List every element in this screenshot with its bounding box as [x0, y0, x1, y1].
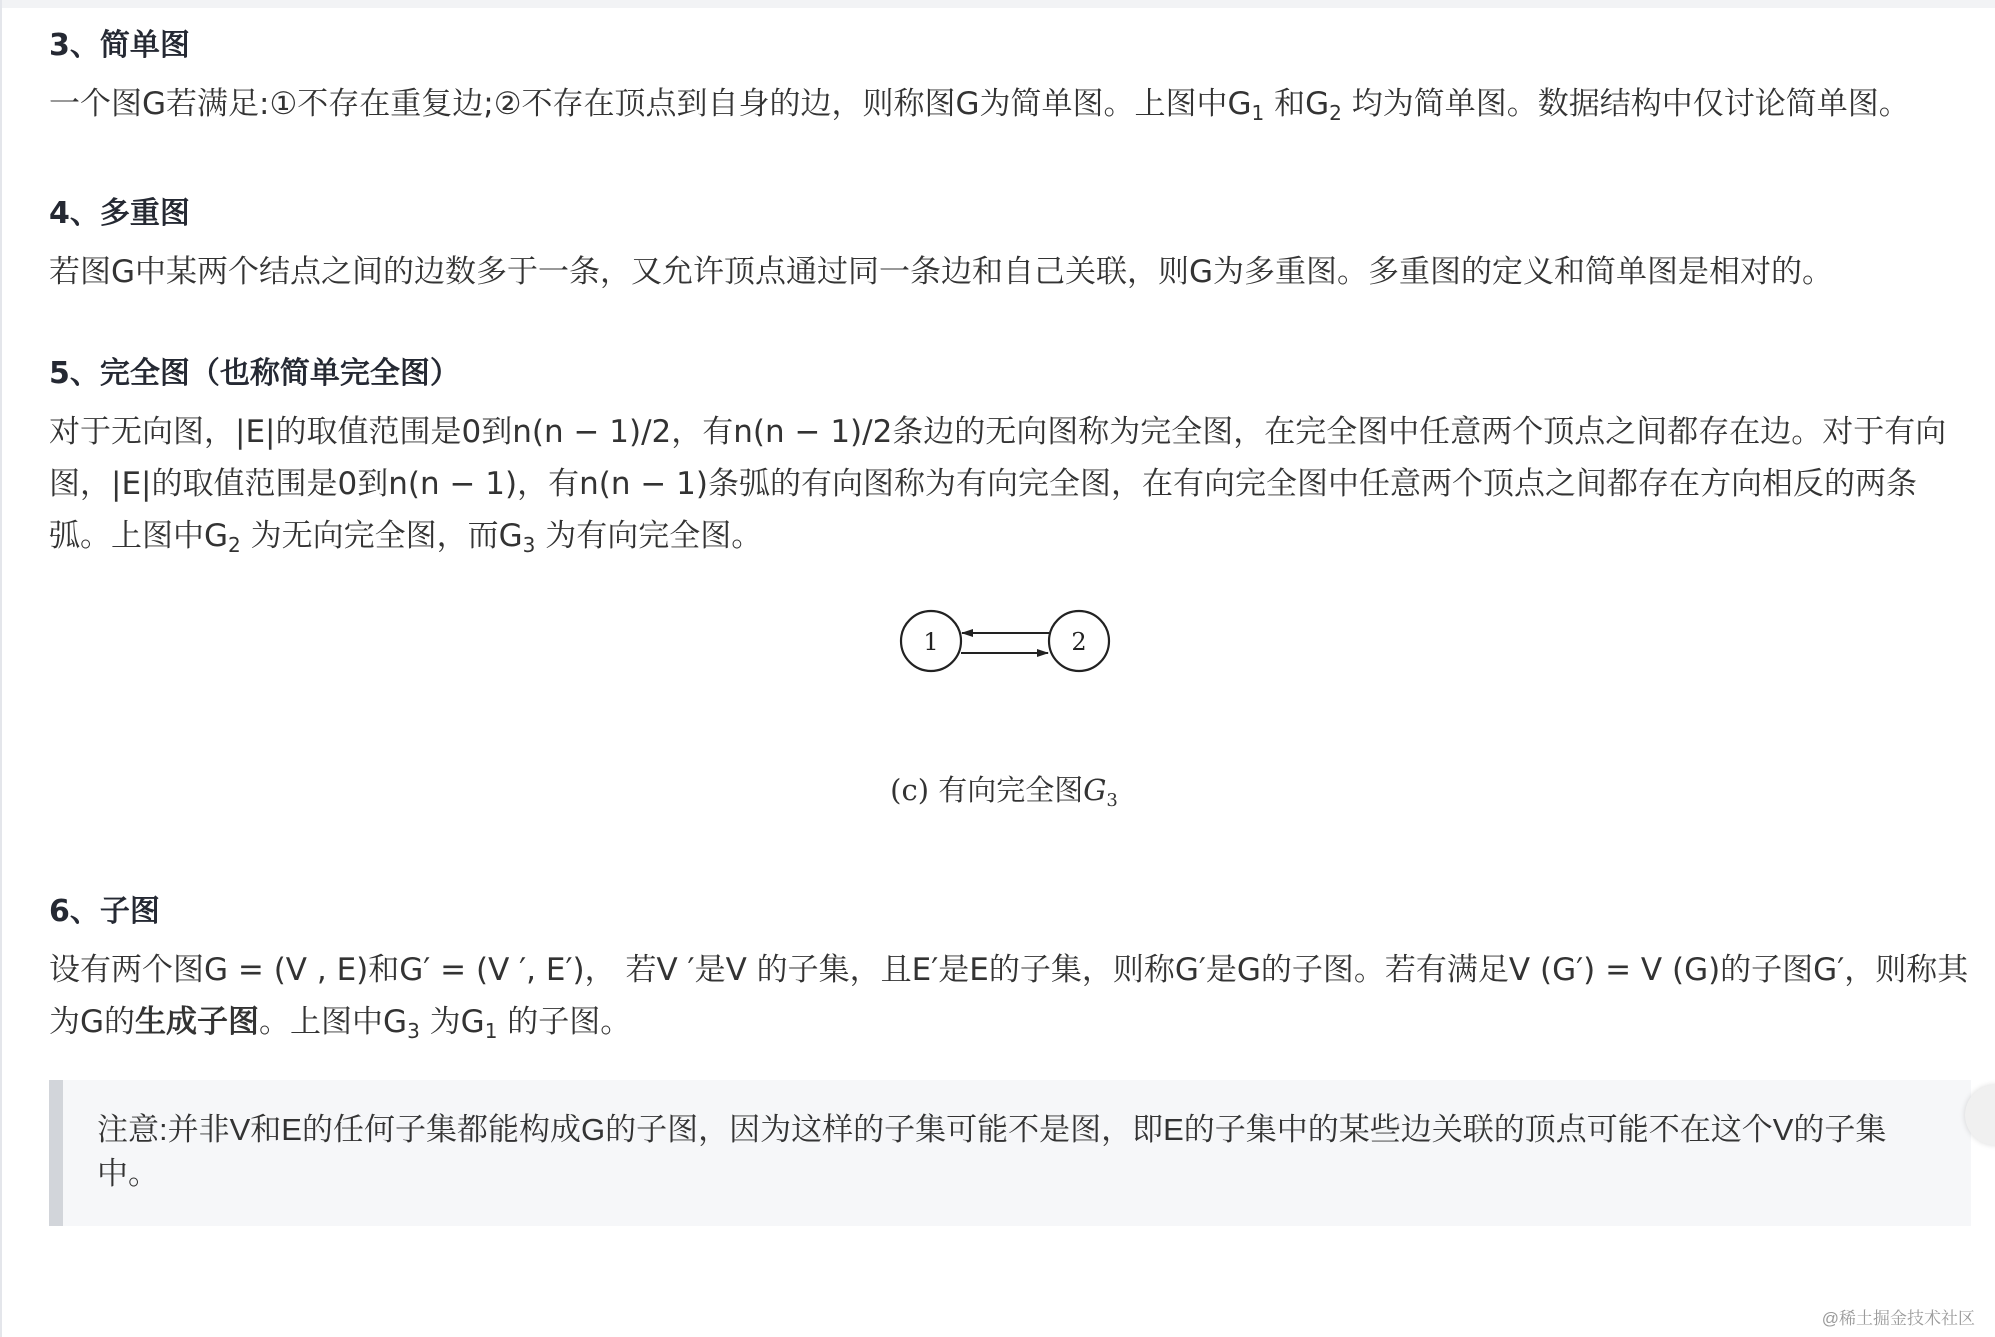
graph-node-2-label: 2 — [1071, 628, 1087, 656]
subscript: 1 — [1251, 101, 1265, 125]
text-run: 为G — [419, 1004, 485, 1040]
paragraph-simple-graph — [49, 78, 1974, 130]
article-body — [49, 20, 1974, 1226]
note-blockquote — [49, 1080, 1971, 1226]
left-border — [0, 0, 2, 1337]
caption-variable: G — [1083, 773, 1107, 807]
subscript: 2 — [228, 533, 241, 557]
graph-diagram — [49, 562, 1959, 762]
text-run: 的子图。 — [497, 1004, 632, 1040]
section-heading-multigraph: 4、多重图 — [49, 196, 190, 231]
directed-complete-graph-figure — [49, 562, 1974, 872]
text-run: 设有两个图G = (V , E)和G′ = (V ′, E′)， 若V ′是V 的子集，且E′是E的子集，则称G′是G的子图。若有满足V (G′) = V (G)的子图G′，则称其为G的 — [49, 952, 1969, 1040]
text-run: 。上图中G — [259, 1004, 408, 1040]
caption-text: (c) 有向完全图 — [890, 773, 1084, 807]
text-run: 均为简单图。数据结构中仅讨论简单图。 — [1341, 86, 1910, 122]
graph-node-1-label: 1 — [923, 628, 939, 656]
subscript: 1 — [484, 1019, 498, 1043]
text-run: 一个图G若满足:①不存在重复边;②不存在顶点到自身的边，则称图G为简单图。上图中G — [49, 86, 1252, 122]
caption-subscript: 3 — [1106, 790, 1118, 811]
subscript: 3 — [407, 1019, 420, 1043]
text-run: 对于无向图，|E|的取值范围是0到n(n − 1)/2，有n(n − 1)/2条边的无向图称为完全图，在完全图中任意两个顶点之间都存在边。对于有向图，|E|的取值范围是0到n(n − 1)，有n(n − 1)条弧的有向图称为有向完全图，在有向完全图中任意两个顶点之间都存在方向相反的两条弧。上图中G — [49, 414, 1947, 554]
paragraph-multigraph: 若图G中某两个结点之间的边数多于一条，又允许顶点通过同一条边和自己关联，则G为多重图。多重图的定义和简单图是相对的。 — [49, 254, 1834, 290]
section-heading-subgraph: 6、子图 — [49, 894, 160, 929]
note-text: 注意:并非V和E的任何子集都能构成G的子图，因为这样的子集可能不是图，即E的子集中的某些边关联的顶点可能不在这个V的子集中。 — [97, 1112, 1887, 1191]
paragraph-complete-graph — [49, 406, 1974, 562]
text-run: 为无向完全图，而G — [240, 518, 523, 554]
top-border — [0, 0, 1995, 8]
watermark: @稀土掘金技术社区 — [1821, 1309, 1975, 1328]
text-run: 和G — [1264, 86, 1330, 122]
section-heading-simple-graph: 3、简单图 — [49, 28, 190, 63]
paragraph-subgraph — [49, 944, 1974, 1048]
bold-term: 生成子图 — [135, 1004, 260, 1040]
subscript: 2 — [1329, 101, 1342, 125]
subscript: 3 — [522, 533, 536, 557]
figure-caption — [49, 768, 1959, 809]
section-heading-complete-graph: 5、完全图（也称简单完全图） — [49, 356, 460, 391]
text-run: 为有向完全图。 — [535, 518, 763, 554]
